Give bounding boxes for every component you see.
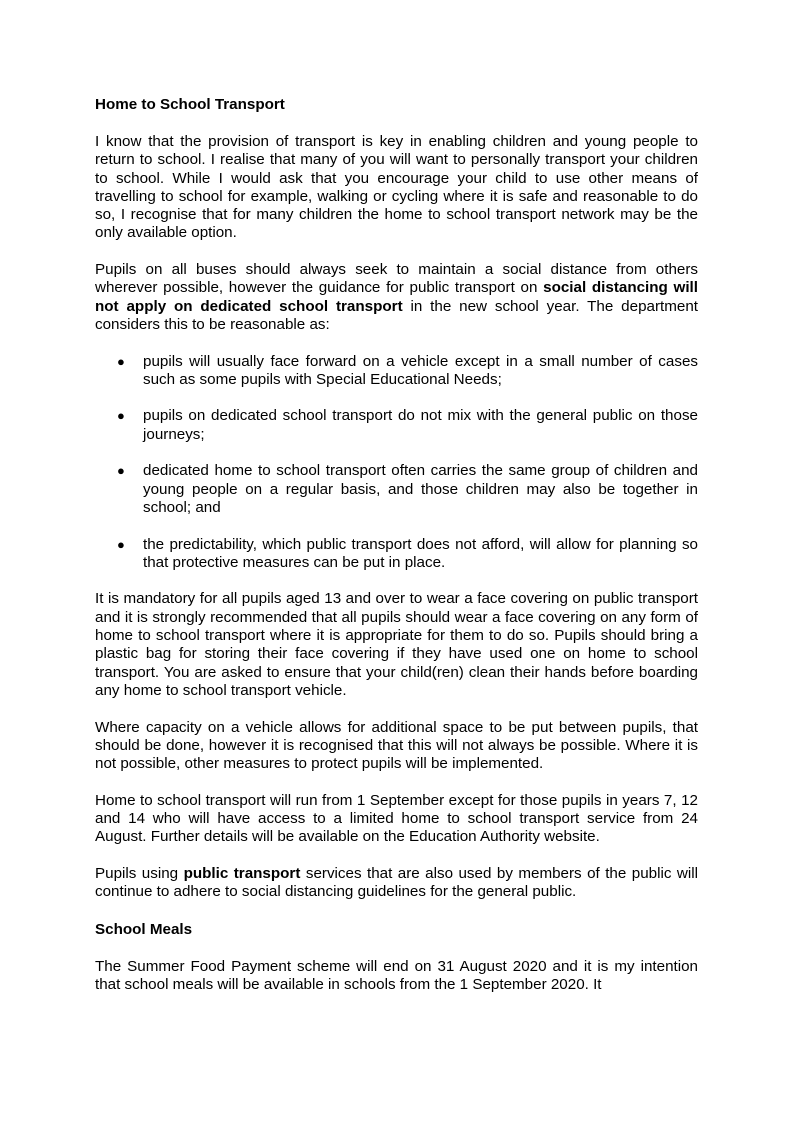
- bold-emphasis: social distancing will not apply on dedicated school transport: [95, 279, 699, 315]
- section-heading-transport: Home to School Transport: [95, 96, 285, 113]
- list-item-text: the predictability, which public transport does not afford, will allow for planning so that protective measures can be put in place.: [143, 535, 698, 571]
- list-item-text: pupils on dedicated school transport do not mix with the general public on those journeys;: [143, 407, 698, 443]
- bullet-icon: ●: [117, 536, 125, 552]
- reasons-list: [95, 353, 698, 573]
- paragraph-text: in the new school year. The department considers this to be reasonable as:: [95, 297, 698, 333]
- paragraph-social-distance: [95, 261, 698, 334]
- list-item: [95, 462, 698, 517]
- section-heading-meals: School Meals: [95, 920, 193, 938]
- paragraph-text: services that are also used by members of the public will continue to adhere to social distancing guidelines for the general public.: [95, 864, 698, 901]
- bullet-icon: ●: [117, 353, 125, 369]
- list-item: [95, 536, 698, 573]
- paragraph-text: Pupils using: [95, 864, 184, 882]
- paragraph-face-covering: It is mandatory for all pupils aged 13 and over to wear a face covering on public transport and it is strongly recommended that all pupils should wear a face covering on any form of home to school transport where it is appropriate for them to do so. Pupils should bring a plastic bag for storing their face covering if they have used one on home to school transport. You are asked to ensure that your child(ren) clean their hands before boarding any home to school transport vehicle.: [95, 590, 698, 699]
- paragraph-text: Pupils on all buses should always seek to maintain a social distance from others wherever possible, however the guidance for public transport on: [95, 261, 698, 297]
- bold-emphasis: public transport: [183, 864, 301, 882]
- document-page: [95, 95, 698, 1013]
- paragraph-public-transport: [95, 865, 698, 902]
- paragraph-summer-food: The Summer Food Payment scheme will end on 31 August 2020 and it is my intention that school meals will be available in schools from the 1 September 2020. It: [95, 957, 698, 994]
- paragraph-capacity: Where capacity on a vehicle allows for additional space to be put between pupils, that should be done, however it is recognised that this will not always be possible. Where it is not possible, other measures to protect pupils will be implemented.: [95, 718, 698, 773]
- paragraph-schedule: Home to school transport will run from 1 September except for those pupils in years 7, 12 and 14 who will have access to a limited home to school transport service from 24 August. Further details will be available on the Education Authority website.: [95, 791, 698, 846]
- list-item: [95, 353, 698, 390]
- bullet-icon: ●: [117, 463, 125, 479]
- list-item-text: pupils will usually face forward on a vehicle except in a small number of cases such as some pupils with Special Educational Needs;: [143, 352, 698, 388]
- list-item-text: dedicated home to school transport often carries the same group of children and young people on a regular basis, and those children may also be together in school; and: [143, 462, 698, 516]
- list-item: [95, 407, 698, 444]
- paragraph-transport-intro: I know that the provision of transport is key in enabling children and young people to return to school. I realise that many of you will want to personally transport your children to school. While I would ask that you encourage your child to use other means of travelling to school for example, walking or cycling where it is safe and reasonable to do so, I recognise that for many children the home to school transport network may be the only available option.: [95, 133, 698, 242]
- bullet-icon: ●: [117, 408, 125, 424]
